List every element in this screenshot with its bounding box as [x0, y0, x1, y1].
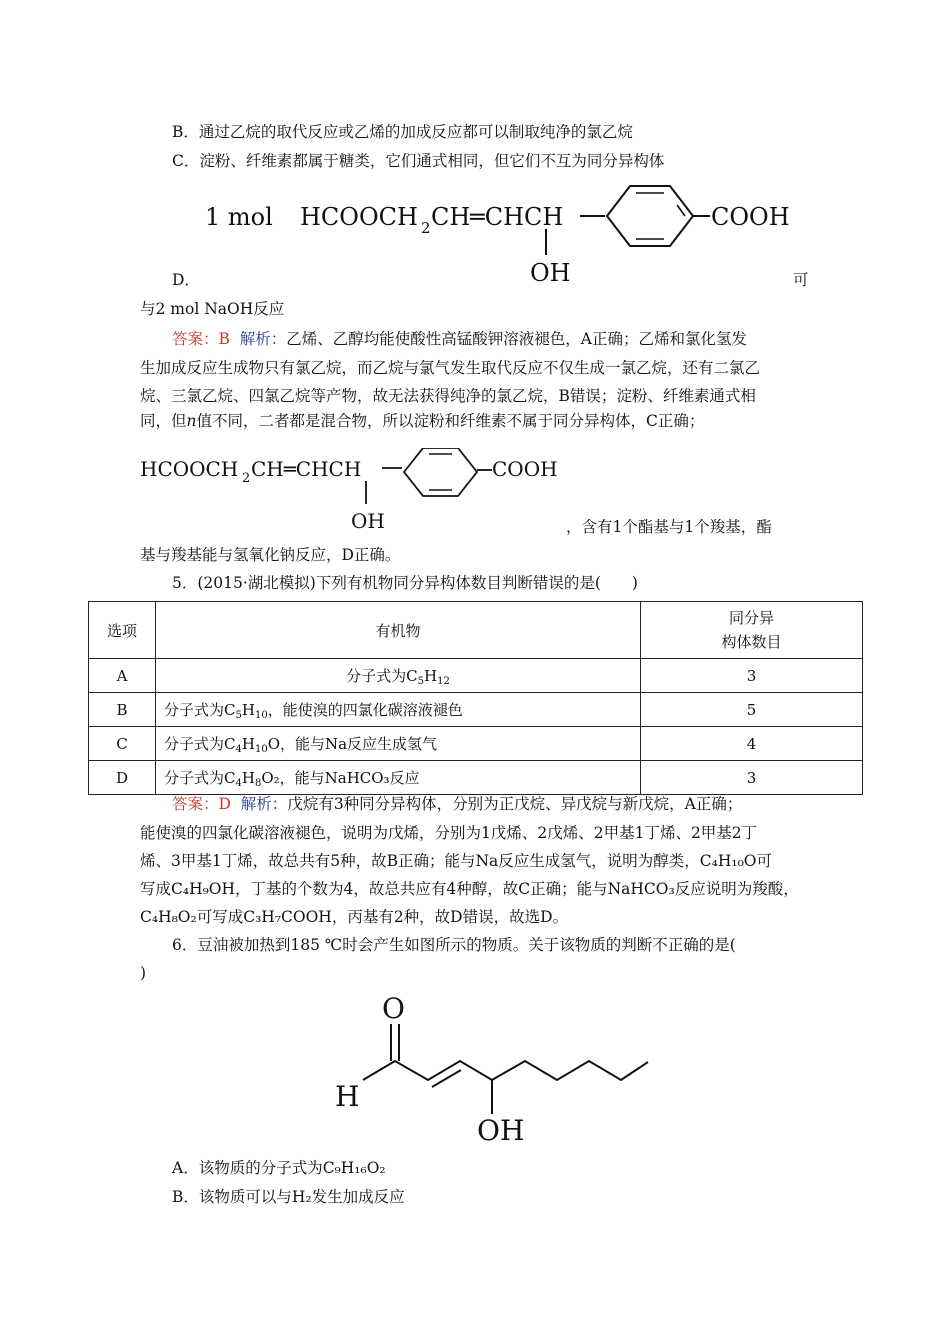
q5-stem: 5．(2015·湖北模拟)下列有机物同分异构体数目判断错误的是( ) — [172, 574, 638, 592]
header-organic: 有机物 — [156, 602, 641, 659]
svg-text:CH═CHCH: CH═CHCH — [251, 457, 362, 481]
q5-table — [88, 601, 863, 795]
q4-option-b: B．通过乙烷的取代反应或乙烯的加成反应都可以制取纯净的氯乙烷 — [172, 123, 633, 141]
header-option: 选项 — [89, 602, 156, 659]
answer-label: 答案：D — [172, 795, 231, 813]
table-row: A 分子式为$C_5H_{12}$ 3 — [89, 659, 863, 693]
q4-answer-line3: 烷、三氯乙烷、四氯乙烷等产物，故无法获得纯净的氯乙烷，B错误；淀粉、纤维素通式相 — [140, 387, 756, 405]
carbon-chain — [363, 1061, 648, 1080]
atom-oh: OH — [477, 1114, 525, 1147]
q4-option-d-ke: 可 — [793, 271, 809, 289]
q5-answer-line2: 能使溴的四氯化碳溶液褪色，说明为戊烯，分别为1戊烯、2戊烯、2甲基1丁烯、2甲基2丁 — [140, 824, 758, 842]
benzene-ring — [607, 186, 693, 246]
q6-stem-line1: 6．豆油被加热到185 ℃时会产生如图所示的物质。关于该物质的判断不正确的是( — [172, 936, 736, 954]
formula-oh: OH — [530, 259, 571, 287]
q5-answer-line5: C₄H₈O₂可写成C₃H₇COOH，丙基有2种，故D错误，故选D。 — [140, 908, 569, 926]
q4-answer-line6: 基与羧基能与氢氧化钠反应，D正确。 — [140, 546, 401, 564]
table-row: C 分子式为$C_4H_{10}O$，能与Na反应生成氢气 4 — [89, 727, 863, 761]
double-bond — [432, 1070, 461, 1087]
table-row: D 分子式为$C_4H_8O_2$，能与NaHCO₃反应 3 — [89, 761, 863, 795]
q4-option-d-letter: D． — [172, 271, 200, 289]
table-row: B 分子式为$C_5H_{10}$，能使溴的四氯化碳溶液褪色 5 — [89, 693, 863, 727]
q6-option-b: B．该物质可以与H₂发生加成反应 — [172, 1188, 405, 1206]
benzene-ring-small — [404, 448, 477, 496]
q5-answer-line1: 答案：D 解析：戊烷有3种同分异构体，分别为正戊烷、异戊烷与新戊烷，A正确； — [172, 795, 743, 813]
formula-hcooch: HCOOCH — [300, 203, 418, 231]
table-header-row — [89, 602, 863, 659]
answer-label: 答案：B — [172, 330, 230, 348]
header-count: 同分异 构体数目 — [641, 602, 863, 659]
q4-answer-line4: 同，但n值不同，二者都是混合物，所以淀粉和纤维素不属于同分异构体，C正确； — [140, 412, 705, 430]
atom-o: O — [382, 992, 405, 1025]
mol-label: 1 mol — [205, 203, 273, 231]
q4-answer-line2: 生加成反应生成物只有氯乙烷，而乙烷与氯气发生取代反应不仅生成一氯乙烷，还有二氯乙 — [140, 359, 761, 377]
q4-answer-structure — [140, 448, 580, 536]
svg-text:OH: OH — [351, 509, 385, 533]
q5-answer-line3: 烯、3甲基1丁烯，故总共有5种，故B正确；能与Na反应生成氢气，说明为醇类，C₄H₁₀O可 — [140, 852, 773, 870]
q4-option-d-structure — [195, 185, 805, 290]
analysis-label: 解析： — [240, 795, 288, 813]
q6-option-a: A．该物质的分子式为C₉H₁₆O₂ — [172, 1159, 386, 1177]
q4-answer-line1: 答案：B 解析：乙烯、乙醇均能使酸性高锰酸钾溶液褪色，A正确；乙烯和氯化氢发 — [172, 330, 747, 348]
q6-skeletal-structure — [330, 988, 660, 1148]
formula-chain: CH═CHCH — [431, 203, 564, 231]
svg-text:COOH: COOH — [492, 457, 558, 481]
q5-answer-line4: 写成C₄H₉OH，丁基的个数为4，故总共应有4种醇，故C正确；能与NaHCO₃反应说明为羧酸， — [140, 880, 799, 898]
svg-text:2: 2 — [242, 471, 251, 486]
analysis-label: 解析： — [239, 330, 287, 348]
formula-cooh: COOH — [711, 203, 790, 231]
q4-option-c: C．淀粉、纤维素都属于糖类，它们通式相同，但它们不互为同分异构体 — [172, 152, 665, 170]
svg-text:HCOOCH: HCOOCH — [140, 457, 239, 481]
q6-stem-line2: ) — [140, 964, 147, 982]
atom-h: H — [335, 1080, 360, 1113]
q4-option-d-tail: 与2 mol NaOH反应 — [140, 300, 285, 318]
formula-sub2: 2 — [421, 219, 431, 237]
q4-answer-line5: ，含有1个酯基与1个羧基，酯 — [566, 518, 772, 536]
